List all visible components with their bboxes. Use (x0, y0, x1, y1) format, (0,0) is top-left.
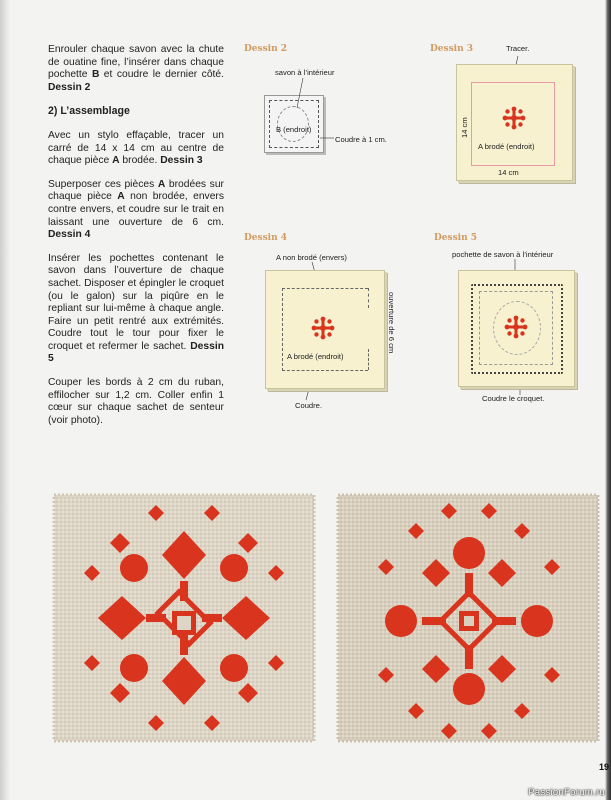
label-sew-1cm: Coudre à 1 cm. (335, 135, 387, 144)
label-a-embroidered: A brodé (endroit) (287, 352, 344, 361)
page-number: 19 (598, 762, 609, 772)
seam-line-right-bottom (368, 349, 369, 370)
embroidery-motif (310, 315, 336, 346)
motif-icon (310, 315, 336, 341)
diagram-title: Dessin 3 (430, 44, 474, 54)
label-sew-croquet: Coudre le croquet. (482, 394, 545, 403)
text: non brodée, envers contre envers, et coudre sur le trait en laissant une ouverture de 6 cm. (48, 191, 225, 228)
motif-icon (503, 314, 529, 340)
text: brodée. (119, 155, 161, 167)
label-trace: Tracer. (506, 44, 530, 53)
embroidery-photo-right (334, 491, 602, 745)
piece-a-diagram (456, 64, 573, 181)
section-heading: 2) L’assemblage (48, 105, 130, 118)
diagram-title: Dessin 5 (434, 233, 478, 243)
text: brodées sur chaque pièce (48, 178, 224, 203)
diagram-title: Dessin 4 (244, 233, 288, 243)
label-soap-inside: savon à l’intérieur (275, 68, 335, 77)
text: Avec un stylo effaçable, tracer un carré de 14 x 14 cm au centre de chaque pièce (48, 129, 224, 167)
piece-letter: A (157, 178, 166, 190)
drawing-reference: Dessin 5 (48, 340, 224, 365)
diagram-title: Dessin 2 (244, 44, 288, 54)
embroidery-motif (503, 314, 529, 345)
drawing-reference: Dessin 4 (48, 229, 91, 241)
drawing-reference: Dessin 3 (160, 155, 203, 167)
label-sew: Coudre. (295, 401, 323, 410)
watermark: PassionForum.ru (528, 787, 605, 798)
assembled-pieces-diagram (265, 270, 385, 389)
label-soap-pouch-inside: pochette de savon à l’intérieur (452, 250, 554, 259)
photo-sachet-left (50, 491, 318, 745)
label-b-right-side: B (endroit) (276, 125, 312, 134)
dimension-horizontal: 14 cm (498, 168, 519, 177)
piece-letter: A (112, 155, 120, 167)
photo-sachet-right (334, 491, 602, 745)
motif-icon (501, 105, 527, 131)
piece-letter: B (91, 69, 100, 81)
dimension-vertical: 14 cm (460, 117, 469, 138)
drawing-reference: Dessin 2 (48, 81, 91, 93)
text: Insérer les pochettes contenant le savon dans l’ouverture de chaque sachet. Disposer et épingler le croquet (ou le galon) sur la piqûre en le repliant sur lui-même à chaque angle. Faire un petit rentré aux extrémités. Coudre tout le tour pour fixer le croquet et refermer le sachet. (48, 252, 224, 352)
seam-line-right-top (368, 288, 369, 308)
instruction-paragraph-5: Couper les bords à 2 cm du ruban, effilocher sur 1,2 cm. Coller enfin 1 cœur sur chaque sachet de senteur (voir photo). (48, 377, 224, 426)
label-a-embroidered: A brodé (endroit) (478, 142, 535, 151)
text: et coudre le dernier côté. (99, 69, 224, 81)
text: Superposer ces pièces (48, 178, 158, 190)
label-a-non-embroidered: A non brodé (envers) (276, 253, 347, 262)
embroidery-photo-left (50, 491, 318, 745)
finished-sachet-diagram (458, 270, 575, 387)
text: Enrouler chaque savon avec la chute de ouatine fine, l’insérer dans chaque pochette (48, 44, 224, 81)
embroidery-motif (501, 105, 527, 136)
label-opening-6cm: ouverture de 6 cm (387, 292, 396, 354)
piece-letter: A (117, 191, 125, 203)
